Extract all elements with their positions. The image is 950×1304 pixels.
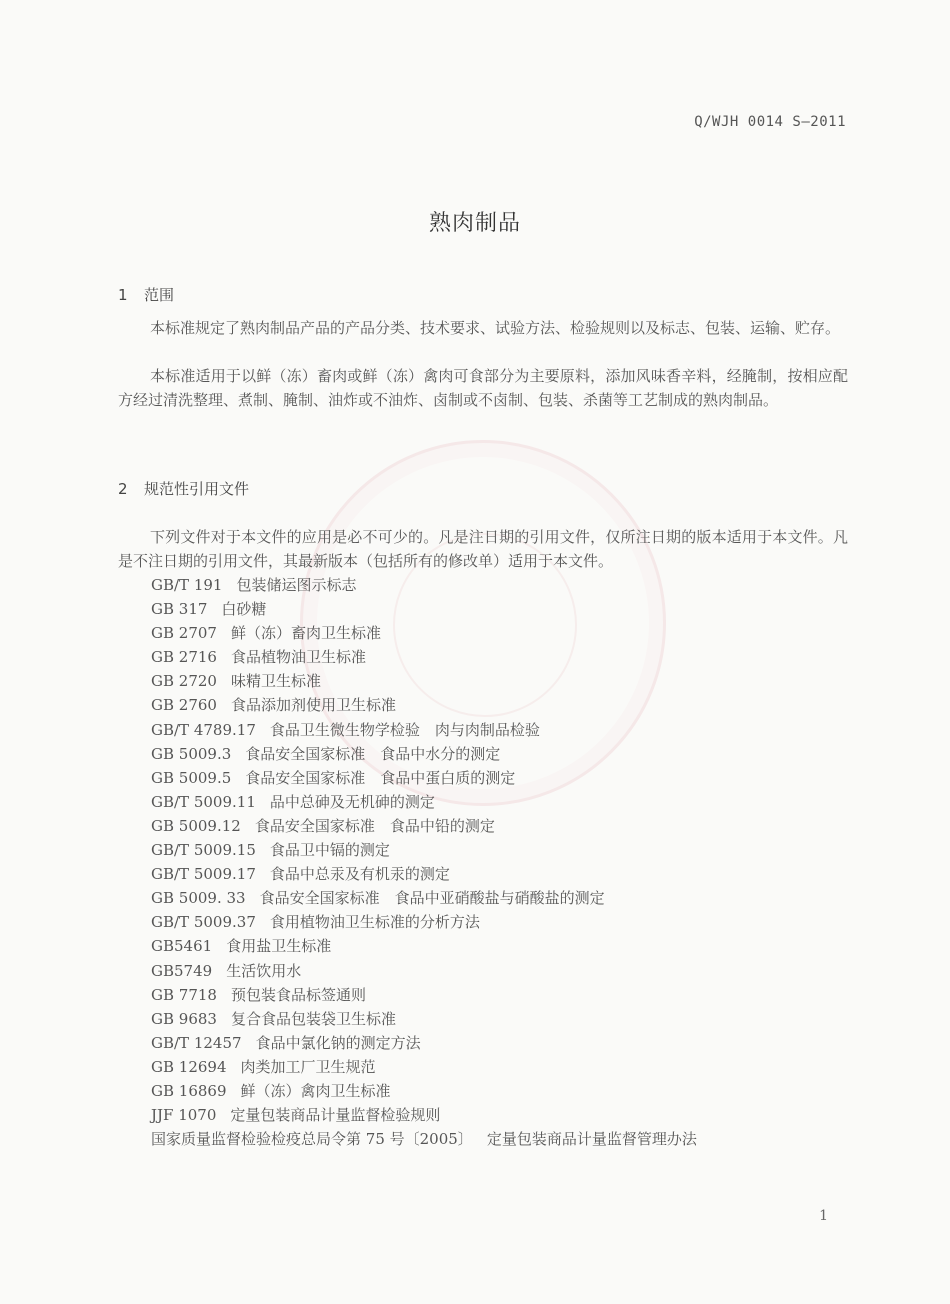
reference-item: [151, 766, 697, 790]
reference-title: 食品中总汞及有机汞的测定: [269, 865, 450, 884]
reference-title: 白砂糖: [221, 600, 267, 619]
section-heading-references: [118, 478, 249, 499]
reference-code: GB/T 5009.37: [151, 913, 256, 932]
reference-item: [151, 597, 697, 621]
reference-title: 定量包装商品计量监督管理办法: [486, 1130, 697, 1149]
reference-item: [151, 983, 697, 1007]
section-title: 规范性引用文件: [144, 480, 250, 498]
reference-code: GB 9683: [151, 1009, 217, 1028]
reference-item: [151, 573, 697, 597]
reference-item: [151, 838, 697, 862]
reference-item: [151, 814, 697, 838]
section-number: 2: [118, 480, 128, 498]
reference-title: 鲜（冻）畜肉卫生标准: [230, 624, 381, 643]
reference-item: [151, 742, 697, 766]
reference-title: 食品卫中镉的测定: [269, 841, 390, 860]
reference-title: 味精卫生标准: [230, 672, 321, 691]
reference-code: GB 2720: [151, 672, 217, 691]
reference-code: GB 2760: [151, 696, 217, 715]
reference-title: 食品卫生微生物学检验 肉与肉制品检验: [269, 720, 540, 739]
reference-code: GB 7718: [151, 985, 217, 1004]
reference-code: GB 5009.5: [151, 768, 232, 787]
reference-code: GB/T 5009.11: [151, 792, 256, 811]
reference-title: 鲜（冻）禽肉卫生标准: [240, 1081, 391, 1100]
reference-item: [151, 1031, 697, 1055]
references-intro: 下列文件对于本文件的应用是必不可少的。凡是注日期的引用文件，仅所注日期的版本适用于本文件。凡是不注日期的引用文件，其最新版本（包括所有的修改单）适用于本文件。: [118, 528, 848, 570]
reference-title: 预包装食品标签通则: [230, 985, 366, 1004]
reference-title: 食品添加剂使用卫生标准: [230, 696, 396, 715]
section-number: 1: [118, 286, 128, 304]
reference-code: GB 5009.12: [151, 816, 241, 835]
reference-title: 复合食品包装袋卫生标准: [230, 1009, 396, 1028]
reference-title: 定量包装商品计量监督检验规则: [230, 1106, 441, 1125]
reference-item: [151, 862, 697, 886]
scope-paragraph-1: 本标准规定了熟肉制品产品的产品分类、技术要求、试验方法、检验规则以及标志、包装、运输、贮存。: [150, 319, 841, 337]
document-title: 熟肉制品: [428, 211, 521, 236]
reference-item: [151, 790, 697, 814]
reference-item: [151, 669, 697, 693]
reference-list: [151, 573, 697, 1151]
reference-title: 食品安全国家标准 食品中亚硝酸盐与硝酸盐的测定: [259, 889, 605, 908]
reference-title: 食用植物油卫生标准的分析方法: [269, 913, 480, 932]
reference-title: 肉类加工厂卫生规范: [240, 1057, 376, 1076]
reference-title: 食品中氯化钠的测定方法: [255, 1033, 421, 1052]
reference-item: [151, 693, 697, 717]
reference-title: 生活饮用水: [226, 961, 302, 980]
reference-title: 食品安全国家标准 食品中铅的测定: [254, 816, 495, 835]
reference-title: 食品安全国家标准 食品中水分的测定: [245, 744, 501, 763]
section-heading-scope: [118, 284, 174, 305]
reference-item: [151, 1007, 697, 1031]
reference-title: 食品植物油卫生标准: [230, 648, 366, 667]
reference-item: [151, 1055, 697, 1079]
reference-item: [151, 718, 697, 742]
reference-code: GB/T 4789.17: [151, 720, 256, 739]
reference-code: GB5749: [151, 961, 213, 980]
reference-code: GB 5009. 33: [151, 889, 246, 908]
reference-title: 食品安全国家标准 食品中蛋白质的测定: [245, 768, 516, 787]
reference-code: GB 5009.3: [151, 744, 232, 763]
reference-code: GB 317: [151, 600, 208, 619]
reference-item: [151, 1079, 697, 1103]
reference-code: GB/T 5009.17: [151, 865, 256, 884]
reference-code: JJF 1070: [151, 1106, 217, 1125]
reference-item: [151, 959, 697, 983]
reference-item: [151, 621, 697, 645]
section-title: 范围: [144, 286, 175, 304]
reference-code: GB/T 12457: [151, 1033, 242, 1052]
reference-item: [151, 886, 697, 910]
reference-code: GB 2716: [151, 648, 217, 667]
reference-item: [151, 645, 697, 669]
reference-code: GB/T 5009.15: [151, 841, 256, 860]
reference-title: 品中总砷及无机砷的测定: [269, 792, 435, 811]
reference-title: 食用盐卫生标准: [226, 937, 332, 956]
reference-item: [151, 1127, 697, 1151]
reference-code: GB5461: [151, 937, 213, 956]
reference-item: [151, 1103, 697, 1127]
page-number: 1: [819, 1208, 828, 1224]
reference-item: [151, 934, 697, 958]
reference-code: GB 2707: [151, 624, 217, 643]
scope-paragraph-2: 本标准适用于以鲜（冻）畜肉或鲜（冻）禽肉可食部分为主要原料，添加风味香辛料，经腌制，按相应配方经过清洗整理、煮制、腌制、油炸或不油炸、卤制或不卤制、包装、杀菌等工艺制成的熟肉制品。: [118, 367, 848, 409]
reference-item: [151, 910, 697, 934]
reference-code: GB/T 191: [151, 576, 223, 594]
reference-code: 国家质量监督检验检疫总局令第 75 号〔2005〕: [151, 1130, 473, 1149]
reference-code: GB 12694: [151, 1057, 227, 1076]
reference-code: GB 16869: [151, 1081, 227, 1100]
reference-title: 包装储运图示标志: [236, 576, 357, 594]
document-code: Q/WJH 0014 S—2011: [694, 114, 846, 130]
